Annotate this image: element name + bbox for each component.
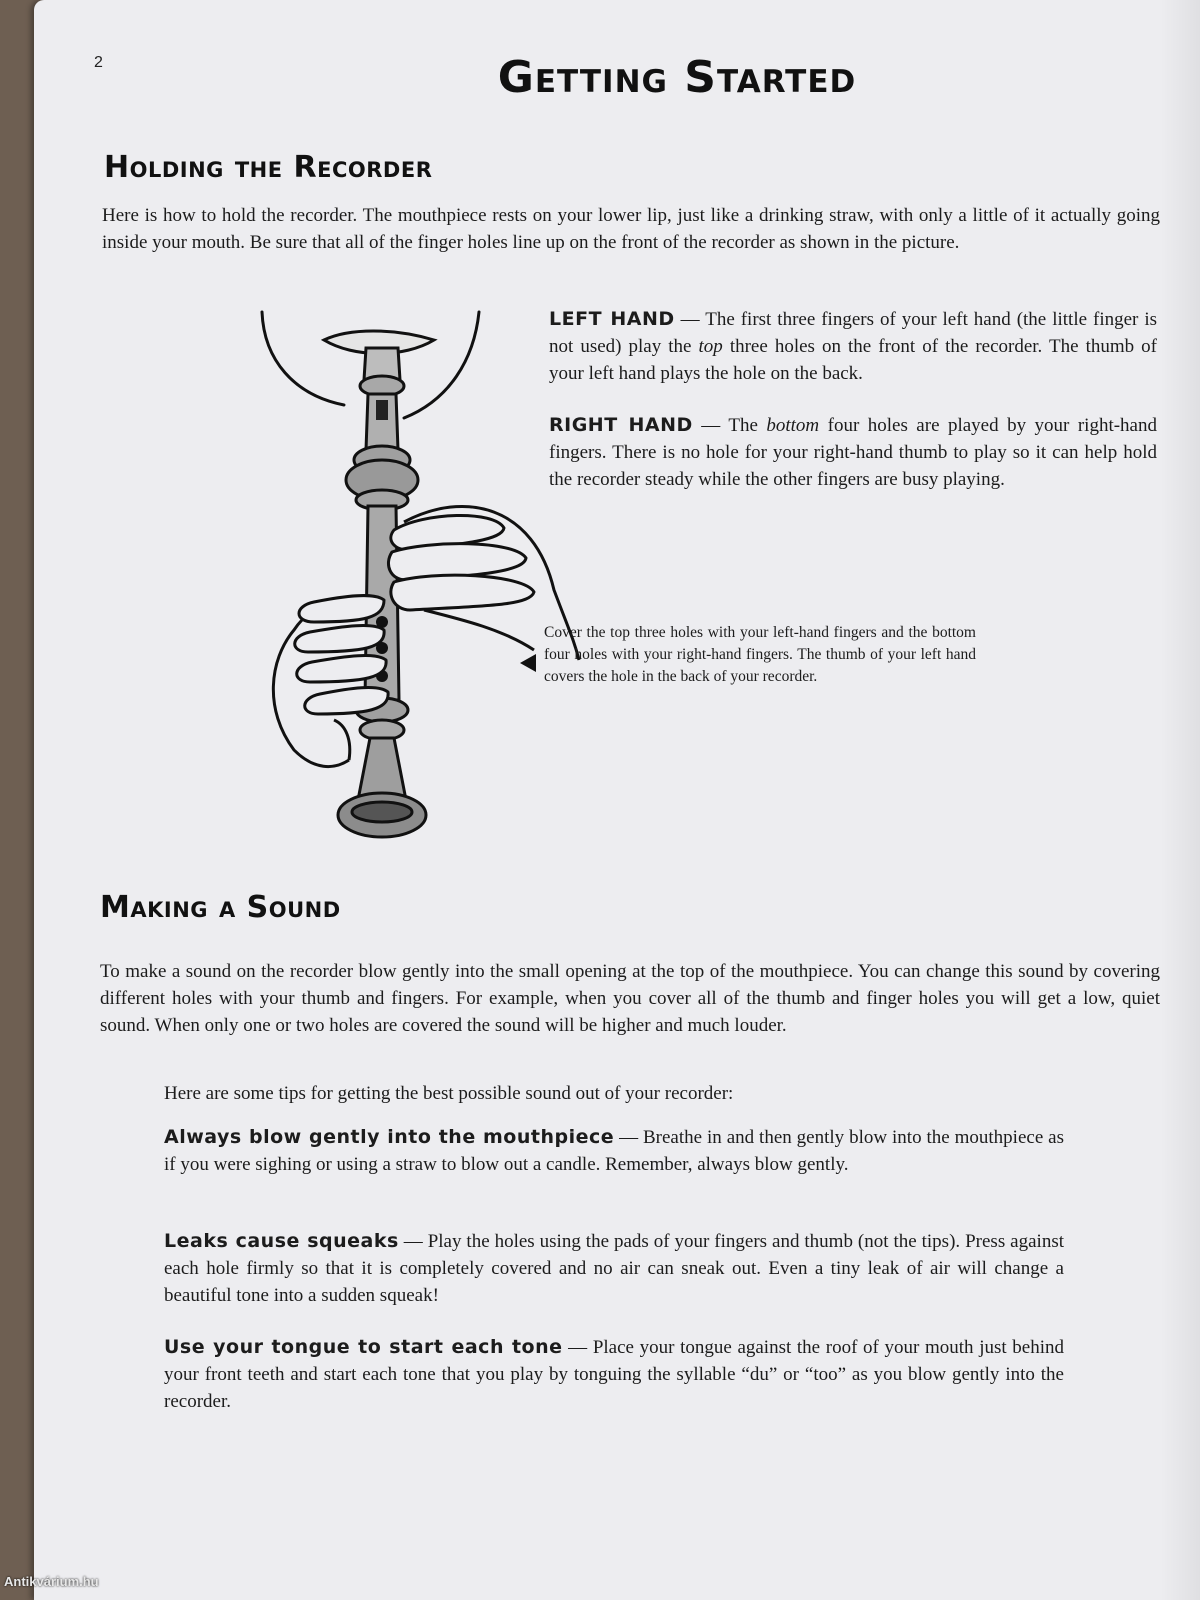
illustration-caption: Cover the top three holes with your left-hand fingers and the bottom four holes with your right-hand fingers. The thumb of your left hand covers the hole in the back of your recorder. — [544, 624, 976, 685]
tip-text: Play the holes using the pads of your fingers and thumb (not the tips). Press against each hole firmly so that it is completely covered and no air can sneak out. Even a tiny leak of air will change a beautiful tone into a sudden squeak! — [164, 1231, 1064, 1306]
tip-lead: Leaks cause squeaks — [164, 1230, 399, 1252]
page-title: Getting Started — [497, 52, 857, 103]
holding-intro: Here is how to hold the recorder. The mouthpiece rests on your lower lip, just like a drinking straw, with only a little of it actually going inside your mouth. Be sure that all of the finger holes line up on the front of the recorder as shown in the picture. — [102, 205, 1160, 253]
left-hand-text-2: three holes on the front of the recorder. The thumb of your left hand plays the hole on the back. — [549, 336, 1157, 384]
left-hand-lead: LEFT HAND — [549, 308, 675, 330]
tip-item — [164, 1228, 1064, 1309]
tip-dash: — — [398, 1231, 428, 1252]
tip-item — [164, 1334, 1064, 1415]
right-hand-italic: bottom — [766, 415, 820, 436]
book-page — [34, 0, 1200, 1600]
section-heading-sound: Making a Sound — [100, 890, 341, 925]
left-hand-dash: — — [674, 309, 706, 330]
tips-intro: Here are some tips for getting the best possible sound out of your recorder: — [164, 1083, 734, 1104]
tip-lead: Use your tongue to start each tone — [164, 1336, 563, 1358]
tip-item — [164, 1124, 1064, 1178]
page-number: 2 — [94, 54, 103, 71]
right-hand-lead: RIGHT HAND — [549, 414, 693, 436]
page-shading — [1160, 0, 1200, 1600]
left-hand-paragraph — [549, 306, 1157, 387]
tip-dash: — — [562, 1337, 593, 1358]
left-hand-italic: top — [698, 336, 723, 357]
right-hand-dash: — — [692, 415, 729, 436]
right-hand-paragraph — [549, 412, 1157, 493]
tip-lead: Always blow gently into the mouthpiece — [164, 1126, 615, 1148]
tip-text: Breathe in and then gently blow into the mouthpiece as if you were sighing or using a straw to blow out a candle. Remember, always blow gently. — [164, 1127, 1065, 1175]
tip-text: Place your tongue against the roof of your mouth just behind your front teeth and start each tone that you play by tonguing the syllable “du” or “too” as you blow gently into the recorder. — [164, 1337, 1065, 1412]
left-hand-text-1: The first three fingers of your left hand (the little finger is not used) play the — [549, 309, 1157, 357]
section-heading-holding: Holding the Recorder — [104, 150, 433, 185]
recorder-hands-illustration — [234, 300, 584, 850]
sound-intro: To make a sound on the recorder blow gently into the small opening at the top of the mouthpiece. You can change this sound by covering different holes with your thumb and fingers. For example, when you cover all of the thumb and finger holes you will get a low, quiet sound. When only one or two holes are covered the sound will be higher and much louder. — [100, 961, 1160, 1036]
tip-dash: — — [614, 1127, 643, 1148]
watermark: Antikvárium.hu — [4, 1574, 99, 1589]
caption-pointer-icon — [520, 654, 536, 672]
right-hand-text-1: The — [728, 415, 767, 436]
right-hand-text-2: four holes are played by your right-hand fingers. There is no hole for your right-hand thumb to play so it can help hold the recorder steady while the other fingers are busy playing. — [549, 415, 1157, 490]
